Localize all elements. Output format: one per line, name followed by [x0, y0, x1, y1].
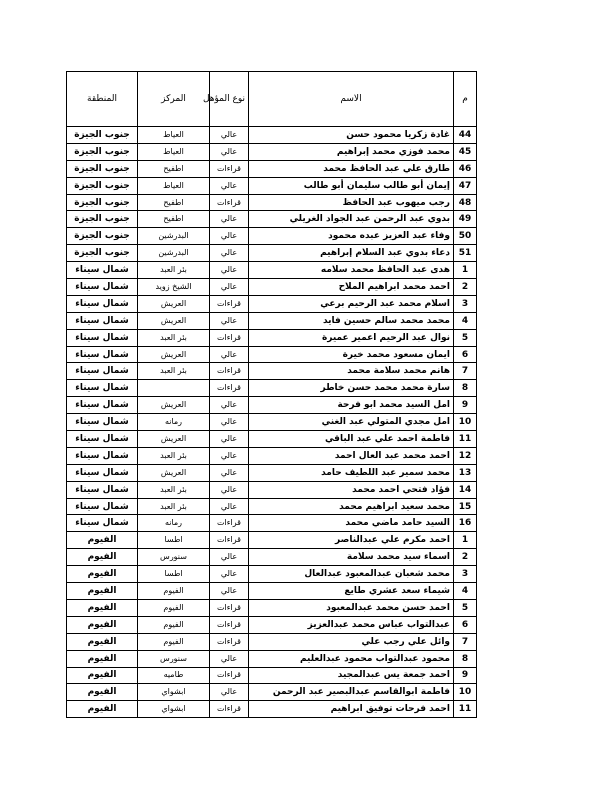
cell-qualification: قراءات: [210, 363, 249, 380]
roster-body: [67, 127, 477, 718]
cell-center: ابشواي: [138, 701, 210, 718]
table-row: [67, 498, 477, 515]
cell-qualification: قراءات: [210, 633, 249, 650]
cell-num: 47: [454, 177, 477, 194]
cell-name: شيماء سعد عشري طايع: [249, 583, 454, 600]
cell-name: فؤاد فتحي احمد محمد: [249, 481, 454, 498]
cell-center: الفيوم: [138, 599, 210, 616]
cell-qualification: قراءات: [210, 329, 249, 346]
cell-name: اسلام محمد عبد الرحيم برعي: [249, 295, 454, 312]
cell-num: 2: [454, 279, 477, 296]
cell-name: السيد حامد ماضي محمد: [249, 515, 454, 532]
cell-num: 49: [454, 211, 477, 228]
cell-region: شمال سيناء: [67, 312, 138, 329]
cell-qualification: عالي: [210, 431, 249, 448]
cell-center: [138, 380, 210, 397]
cell-qualification: قراءات: [210, 194, 249, 211]
cell-name: هدى عبد الحافظ محمد سلامه: [249, 262, 454, 279]
cell-num: 6: [454, 346, 477, 363]
cell-qualification: عالي: [210, 498, 249, 515]
cell-qualification: عالي: [210, 549, 249, 566]
cell-qualification: قراءات: [210, 599, 249, 616]
cell-qualification: قراءات: [210, 515, 249, 532]
cell-region: الفيوم: [67, 549, 138, 566]
cell-region: جنوب الجيزة: [67, 143, 138, 160]
cell-num: 7: [454, 363, 477, 380]
cell-name: دعاء بدوي عبد السلام إبراهيم: [249, 245, 454, 262]
cell-region: الفيوم: [67, 701, 138, 718]
table-row: [67, 599, 477, 616]
table-row: [67, 194, 477, 211]
cell-num: 1: [454, 262, 477, 279]
cell-num: 9: [454, 667, 477, 684]
cell-name: محمد شعبان عبدالمعبود عبدالعال: [249, 566, 454, 583]
table-row: [67, 515, 477, 532]
cell-center: الشيخ زويد: [138, 279, 210, 296]
cell-qualification: عالي: [210, 414, 249, 431]
table-row: [67, 127, 477, 144]
table-row: [67, 481, 477, 498]
cell-region: الفيوم: [67, 684, 138, 701]
cell-qualification: قراءات: [210, 616, 249, 633]
cell-name: امل السيد محمد ابو فرحة: [249, 397, 454, 414]
cell-region: جنوب الجيزة: [67, 177, 138, 194]
cell-num: 13: [454, 464, 477, 481]
cell-name: احمد فرحات توفيق ابراهيم: [249, 701, 454, 718]
cell-num: 6: [454, 616, 477, 633]
cell-name: احمد محمد ابراهيم الملاح: [249, 279, 454, 296]
cell-center: العريش: [138, 397, 210, 414]
cell-region: جنوب الجيزة: [67, 194, 138, 211]
table-row: [67, 633, 477, 650]
cell-center: ابشواي: [138, 684, 210, 701]
cell-region: جنوب الجيزة: [67, 127, 138, 144]
cell-region: الفيوم: [67, 599, 138, 616]
cell-name: رجب ميهوب عبد الحافظ: [249, 194, 454, 211]
cell-qualification: عالي: [210, 566, 249, 583]
cell-region: الفيوم: [67, 532, 138, 549]
cell-region: شمال سيناء: [67, 329, 138, 346]
table-row: [67, 464, 477, 481]
table-row: [67, 549, 477, 566]
cell-qualification: قراءات: [210, 701, 249, 718]
cell-name: وفاء عبد العزيز عبده محمود: [249, 228, 454, 245]
cell-region: جنوب الجيزة: [67, 160, 138, 177]
cell-num: 7: [454, 633, 477, 650]
cell-qualification: عالي: [210, 684, 249, 701]
cell-region: شمال سيناء: [67, 346, 138, 363]
table-row: [67, 177, 477, 194]
cell-region: شمال سيناء: [67, 481, 138, 498]
cell-name: احمد جمعة يس عبدالمجيد: [249, 667, 454, 684]
cell-center: سنورس: [138, 549, 210, 566]
cell-center: الفيوم: [138, 583, 210, 600]
cell-center: البدرشين: [138, 245, 210, 262]
cell-name: عبدالتواب عباس محمد عبدالعزيز: [249, 616, 454, 633]
table-row: [67, 211, 477, 228]
cell-name: وائل علي رجب علي: [249, 633, 454, 650]
cell-qualification: قراءات: [210, 667, 249, 684]
table-row: [67, 667, 477, 684]
cell-region: شمال سيناء: [67, 397, 138, 414]
cell-region: شمال سيناء: [67, 363, 138, 380]
table-row: [67, 532, 477, 549]
cell-center: اطفيح: [138, 194, 210, 211]
cell-num: 8: [454, 380, 477, 397]
table-row: [67, 397, 477, 414]
cell-name: سارة محمد محمد حسن خاطر: [249, 380, 454, 397]
cell-qualification: قراءات: [210, 532, 249, 549]
cell-qualification: عالي: [210, 228, 249, 245]
table-row: [67, 414, 477, 431]
cell-region: شمال سيناء: [67, 431, 138, 448]
cell-center: العريش: [138, 346, 210, 363]
cell-num: 50: [454, 228, 477, 245]
cell-qualification: عالي: [210, 262, 249, 279]
cell-region: شمال سيناء: [67, 515, 138, 532]
cell-region: شمال سيناء: [67, 279, 138, 296]
cell-name: إيمان أبو طالب سليمان أبو طالب: [249, 177, 454, 194]
cell-region: جنوب الجيزة: [67, 228, 138, 245]
cell-num: 10: [454, 414, 477, 431]
cell-num: 5: [454, 599, 477, 616]
cell-region: شمال سيناء: [67, 295, 138, 312]
cell-num: 45: [454, 143, 477, 160]
cell-num: 44: [454, 127, 477, 144]
cell-center: بئر العبد: [138, 498, 210, 515]
header-qualification: نوع المؤهل: [210, 72, 249, 127]
cell-name: ايمان مسعود محمد خيرة: [249, 346, 454, 363]
cell-region: شمال سيناء: [67, 464, 138, 481]
cell-region: جنوب الجيزة: [67, 245, 138, 262]
table-row: [67, 701, 477, 718]
cell-center: طاميه: [138, 667, 210, 684]
cell-center: الفيوم: [138, 616, 210, 633]
cell-center: اطفيح: [138, 211, 210, 228]
table-row: [67, 228, 477, 245]
header-region: المنطقة: [67, 72, 138, 127]
cell-region: شمال سيناء: [67, 447, 138, 464]
cell-qualification: عالي: [210, 279, 249, 296]
cell-region: الفيوم: [67, 616, 138, 633]
cell-center: العريش: [138, 464, 210, 481]
cell-center: العياط: [138, 177, 210, 194]
cell-num: 14: [454, 481, 477, 498]
cell-name: محمد محمد سالم حسين فايد: [249, 312, 454, 329]
cell-name: احمد محمد عبد العال احمد: [249, 447, 454, 464]
cell-center: بئر العبد: [138, 481, 210, 498]
cell-name: محمود عبدالتواب محمود عبدالعليم: [249, 650, 454, 667]
cell-name: نوال عبد الرحيم اعمير عميرة: [249, 329, 454, 346]
table-row: [67, 312, 477, 329]
cell-qualification: عالي: [210, 177, 249, 194]
cell-region: شمال سيناء: [67, 380, 138, 397]
table-row: [67, 262, 477, 279]
cell-name: محمد فوزي محمد إبراهيم: [249, 143, 454, 160]
table-row: [67, 566, 477, 583]
table-row: [67, 447, 477, 464]
cell-center: العياط: [138, 143, 210, 160]
cell-center: بئر العبد: [138, 329, 210, 346]
cell-qualification: عالي: [210, 245, 249, 262]
cell-center: البدرشين: [138, 228, 210, 245]
cell-center: العريش: [138, 312, 210, 329]
header-row: [67, 72, 477, 127]
cell-qualification: عالي: [210, 447, 249, 464]
cell-qualification: عالي: [210, 481, 249, 498]
cell-num: 4: [454, 312, 477, 329]
cell-center: بئر العبد: [138, 262, 210, 279]
cell-num: 11: [454, 431, 477, 448]
cell-name: امل مجدي المتولي عبد الغني: [249, 414, 454, 431]
cell-region: شمال سيناء: [67, 414, 138, 431]
cell-num: 8: [454, 650, 477, 667]
table-row: [67, 684, 477, 701]
cell-qualification: عالي: [210, 143, 249, 160]
table-row: [67, 650, 477, 667]
cell-qualification: عالي: [210, 650, 249, 667]
cell-num: 12: [454, 447, 477, 464]
cell-name: احمد مكرم علي عبدالناصر: [249, 532, 454, 549]
cell-qualification: عالي: [210, 397, 249, 414]
table-row: [67, 583, 477, 600]
table-row: [67, 279, 477, 296]
cell-center: العريش: [138, 431, 210, 448]
cell-name: محمد سمير عبد اللطيف حامد: [249, 464, 454, 481]
cell-num: 15: [454, 498, 477, 515]
cell-region: الفيوم: [67, 633, 138, 650]
cell-num: 11: [454, 701, 477, 718]
cell-num: 16: [454, 515, 477, 532]
cell-num: 1: [454, 532, 477, 549]
table-row: [67, 431, 477, 448]
cell-num: 2: [454, 549, 477, 566]
header-num: م: [454, 72, 477, 127]
cell-name: فاطمة احمد علي عبد الباقي: [249, 431, 454, 448]
cell-name: اسماء سيد محمد سلامة: [249, 549, 454, 566]
cell-qualification: عالي: [210, 211, 249, 228]
cell-num: 46: [454, 160, 477, 177]
cell-qualification: عالي: [210, 312, 249, 329]
cell-center: العياط: [138, 127, 210, 144]
cell-name: بدوي عبد الرحمن عبد الجواد الغريلي: [249, 211, 454, 228]
cell-center: رمانه: [138, 414, 210, 431]
cell-num: 3: [454, 295, 477, 312]
cell-qualification: عالي: [210, 127, 249, 144]
table-row: [67, 329, 477, 346]
cell-qualification: عالي: [210, 464, 249, 481]
table-row: [67, 160, 477, 177]
cell-num: 10: [454, 684, 477, 701]
table-row: [67, 616, 477, 633]
cell-num: 5: [454, 329, 477, 346]
cell-center: اطسا: [138, 532, 210, 549]
table-row: [67, 346, 477, 363]
table-row: [67, 363, 477, 380]
cell-center: اطفيح: [138, 160, 210, 177]
cell-num: 51: [454, 245, 477, 262]
cell-name: فاطمة ابوالقاسم عبدالبصير عبد الرحمن: [249, 684, 454, 701]
cell-region: الفيوم: [67, 650, 138, 667]
cell-region: الفيوم: [67, 566, 138, 583]
table-row: [67, 295, 477, 312]
table-row: [67, 143, 477, 160]
cell-center: بئر العبد: [138, 363, 210, 380]
cell-center: رمانه: [138, 515, 210, 532]
header-center: المركز: [138, 72, 210, 127]
cell-qualification: عالي: [210, 583, 249, 600]
cell-region: شمال سيناء: [67, 262, 138, 279]
roster-table: [66, 71, 477, 718]
cell-num: 48: [454, 194, 477, 211]
cell-qualification: قراءات: [210, 160, 249, 177]
cell-center: العريش: [138, 295, 210, 312]
table-row: [67, 245, 477, 262]
cell-region: الفيوم: [67, 583, 138, 600]
cell-name: طارق علي عبد الحافظ محمد: [249, 160, 454, 177]
cell-qualification: قراءات: [210, 295, 249, 312]
cell-name: احمد حسن محمد عبدالمعبود: [249, 599, 454, 616]
cell-name: غادة زكريا محمود حسن: [249, 127, 454, 144]
cell-center: بئر العبد: [138, 447, 210, 464]
cell-num: 3: [454, 566, 477, 583]
cell-region: شمال سيناء: [67, 498, 138, 515]
cell-center: سنورس: [138, 650, 210, 667]
cell-num: 4: [454, 583, 477, 600]
cell-center: الفيوم: [138, 633, 210, 650]
cell-name: هانم محمد سلامة محمد: [249, 363, 454, 380]
cell-center: اطسا: [138, 566, 210, 583]
cell-qualification: عالي: [210, 346, 249, 363]
cell-name: محمد سعيد ابراهيم محمد: [249, 498, 454, 515]
header-name: الاسم: [249, 72, 454, 127]
table-row: [67, 380, 477, 397]
cell-region: جنوب الجيزة: [67, 211, 138, 228]
cell-qualification: قراءات: [210, 380, 249, 397]
cell-num: 9: [454, 397, 477, 414]
cell-region: الفيوم: [67, 667, 138, 684]
